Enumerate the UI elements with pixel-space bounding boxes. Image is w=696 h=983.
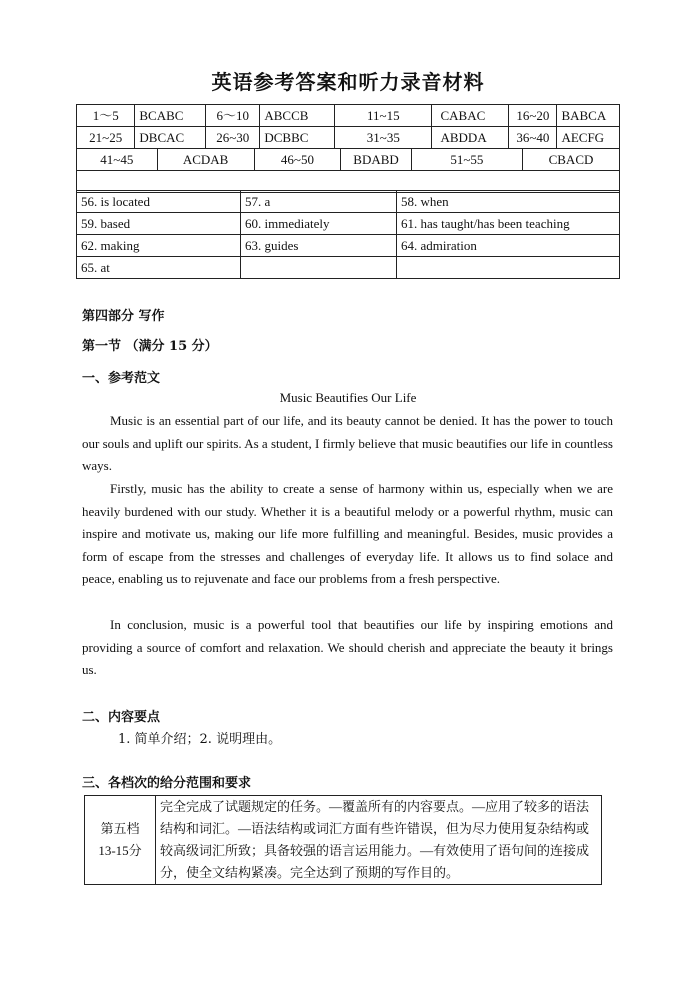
table-cell: 26~30 [206, 127, 260, 149]
grade-range: 13-15分 [98, 843, 142, 858]
scoring-table [84, 795, 602, 885]
table-cell: 16~20 [509, 105, 557, 127]
essay-paragraph-3: In conclusion, music is a powerful tool that beautifies our life by inspiring emotions and providing a source of comfort and relaxation. We should cherish and appreciate the beauty it brings us. [82, 617, 613, 678]
section-heading: 第一节 （满分 15 分） [82, 339, 218, 354]
table-cell: 41~45 [77, 149, 158, 171]
essay-paragraph-1: Music is an essential part of our life, and its beauty cannot be denied. It has the power to touch our souls and uplift our spirits. As a student, I firmly believe that music beautifies our life in countless ways. [82, 413, 613, 474]
table-cell: 59. based [77, 213, 241, 235]
table-cell: 6～10 [206, 105, 260, 127]
answer-table [76, 104, 620, 149]
answer-table-row3 [76, 148, 620, 193]
grade-description: 完全完成了试题规定的任务。—覆盖所有的内容要点。—应用了较多的语法结构和词汇。—语法结构或词汇方面有些许错误，但为尽力使用复杂结构或较高级词汇所致；具备较强的语言运用能力。—有效使用了语句间的连接成分，使全文结构紧凑。完全达到了预期的写作目的。 [156, 796, 602, 885]
table-row [85, 796, 602, 885]
table-row [77, 127, 620, 149]
table-cell: AECFG [557, 127, 620, 149]
table-cell: BABCA [557, 105, 620, 127]
table-cell: ABCCB [260, 105, 335, 127]
table-cell: 51~55 [411, 149, 522, 171]
table-cell: 56. is located [77, 191, 241, 213]
table-cell: BDABD [341, 149, 411, 171]
grade-level-cell [85, 796, 156, 885]
table-row [77, 105, 620, 127]
grade-level: 第五档 [100, 821, 140, 836]
table-row [77, 235, 620, 257]
table-cell: 57. a [241, 191, 397, 213]
table-cell: 58. when [397, 191, 620, 213]
table-cell: 64. admiration [397, 235, 620, 257]
table-cell: CABAC [432, 105, 509, 127]
page-title: 英语参考答案和听力录音材料 [211, 70, 485, 94]
fill-in-table [76, 190, 620, 279]
scoring-heading: 三、各档次的给分范围和要求 [82, 776, 252, 791]
table-cell: 46~50 [254, 149, 341, 171]
model-essay-heading: 一、参考范文 [82, 371, 161, 386]
table-cell: CBACD [523, 149, 620, 171]
table-cell: DBCAC [135, 127, 206, 149]
table-cell: BCABC [135, 105, 206, 127]
table-cell: 61. has taught/has been teaching [397, 213, 620, 235]
table-cell: ACDAB [157, 149, 254, 171]
key-points: 1. 简单介绍；2. 说明理由。 [118, 732, 282, 747]
table-cell: ABDDA [432, 127, 509, 149]
table-cell: 60. immediately [241, 213, 397, 235]
table-cell [241, 257, 397, 279]
table-cell: 21~25 [77, 127, 135, 149]
key-points-heading: 二、内容要点 [82, 710, 161, 725]
part-heading: 第四部分 写作 [82, 309, 165, 324]
table-cell: DCBBC [260, 127, 335, 149]
table-cell: 31~35 [335, 127, 432, 149]
table-row [77, 257, 620, 279]
table-row [77, 149, 620, 171]
table-cell [397, 257, 620, 279]
essay-paragraph-2: Firstly, music has the ability to create a sense of harmony within us, especially when we are heavily burdened with our study. Whether it is a beautiful melody or a powerful rhythm, music can inspire and motivate us, making our life more fulfilling and meaningful. Besides, music provides a form of escape from the stresses and challenges of everyday life. It allows us to find solace and peace, enabling us to rejuvenate and face our problems from a fresh perspective. [82, 481, 613, 587]
table-row [77, 191, 620, 213]
table-cell: 62. making [77, 235, 241, 257]
table-row [77, 213, 620, 235]
table-cell: 1～5 [77, 105, 135, 127]
table-cell: 63. guides [241, 235, 397, 257]
table-cell: 11~15 [335, 105, 432, 127]
essay-title: Music Beautifies Our Life [279, 390, 417, 405]
table-cell: 36~40 [509, 127, 557, 149]
table-cell: 65. at [77, 257, 241, 279]
